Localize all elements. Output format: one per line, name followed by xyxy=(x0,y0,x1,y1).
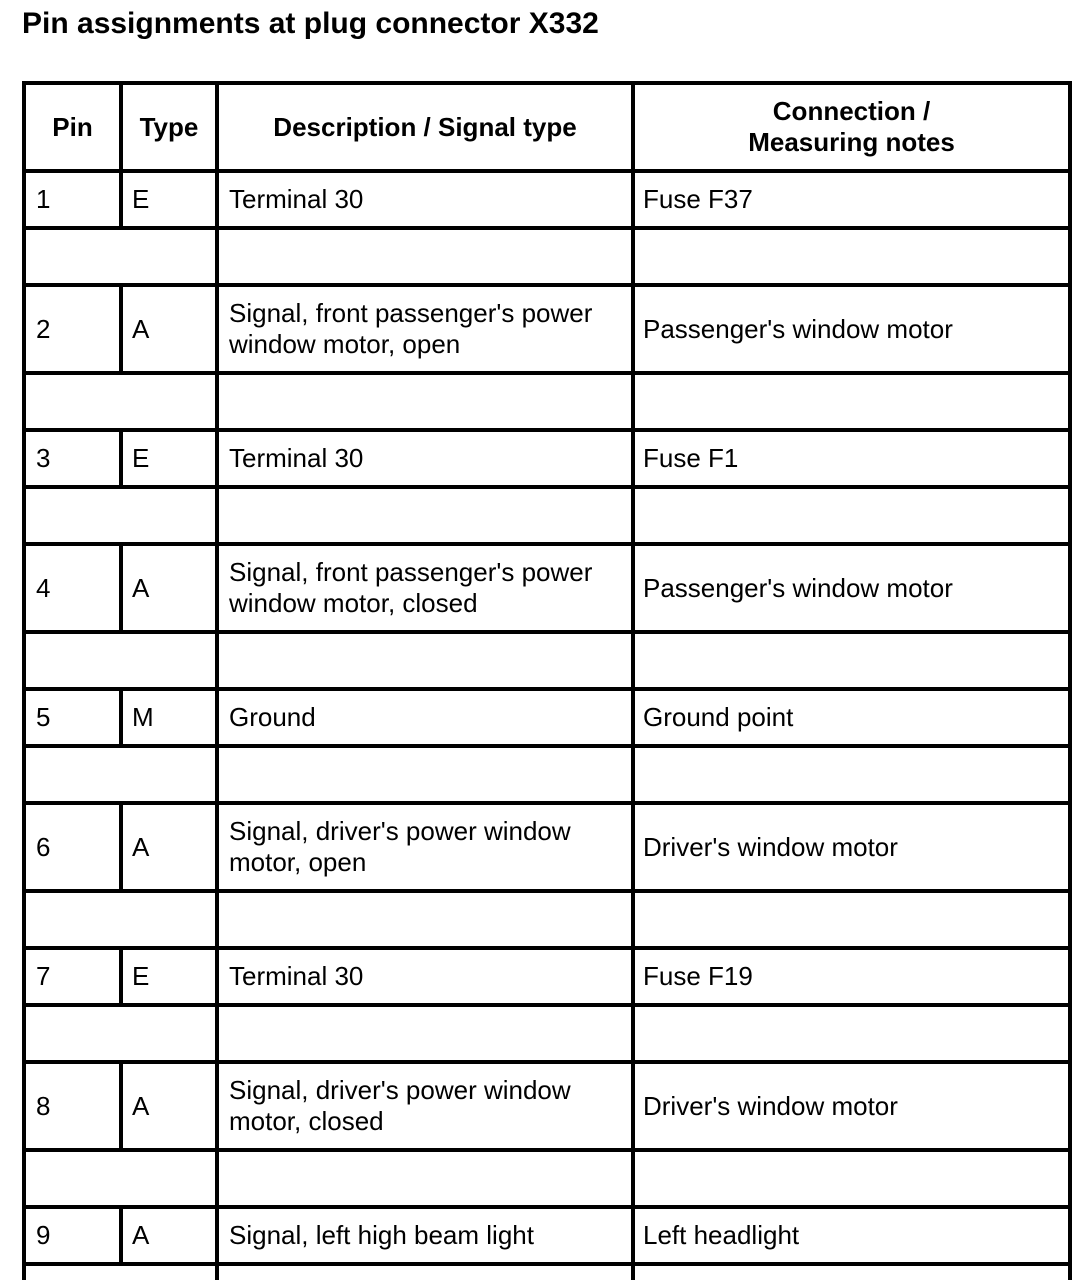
spacer-cell xyxy=(24,1264,217,1280)
spacer-cell xyxy=(24,1150,217,1207)
spacer-cell xyxy=(24,1005,217,1062)
table-row xyxy=(24,430,1070,487)
spacer-cell xyxy=(633,1150,1070,1207)
connection-cell: Passenger's window motor xyxy=(633,544,1070,632)
type-cell: A xyxy=(121,1207,217,1264)
description-cell: Signal, front passenger's power window motor, open xyxy=(217,285,633,373)
spacer-cell xyxy=(217,228,633,285)
description-cell: Signal, front passenger's power window motor, closed xyxy=(217,544,633,632)
pin-assignment-table xyxy=(22,81,1072,1280)
type-cell: A xyxy=(121,803,217,891)
description-cell: Signal, driver's power window motor, open xyxy=(217,803,633,891)
pin-cell: 6 xyxy=(24,803,121,891)
page-title: Pin assignments at plug connector X332 xyxy=(22,7,599,40)
table-row xyxy=(24,544,1070,632)
spacer-cell xyxy=(217,746,633,803)
pin-cell: 9 xyxy=(24,1207,121,1264)
spacer-cell xyxy=(633,487,1070,544)
spacer-row xyxy=(24,891,1070,948)
type-cell: A xyxy=(121,285,217,373)
description-cell: Ground xyxy=(217,689,633,746)
type-cell: E xyxy=(121,171,217,228)
spacer-cell xyxy=(217,632,633,689)
spacer-cell xyxy=(633,746,1070,803)
spacer-cell xyxy=(24,891,217,948)
description-cell: Terminal 30 xyxy=(217,430,633,487)
spacer-cell xyxy=(217,1264,633,1280)
type-cell: A xyxy=(121,544,217,632)
header-connection-line2: Measuring notes xyxy=(748,127,955,157)
connection-cell: Driver's window motor xyxy=(633,1062,1070,1150)
spacer-row xyxy=(24,1005,1070,1062)
connection-cell: Fuse F37 xyxy=(633,171,1070,228)
description-cell: Terminal 30 xyxy=(217,948,633,1005)
spacer-cell xyxy=(217,891,633,948)
connection-cell: Passenger's window motor xyxy=(633,285,1070,373)
table-row xyxy=(24,689,1070,746)
connection-cell: Fuse F1 xyxy=(633,430,1070,487)
type-cell: A xyxy=(121,1062,217,1150)
spacer-cell xyxy=(633,373,1070,430)
pin-cell: 1 xyxy=(24,171,121,228)
type-cell: E xyxy=(121,430,217,487)
spacer-cell xyxy=(24,746,217,803)
spacer-cell xyxy=(24,487,217,544)
spacer-cell xyxy=(217,1150,633,1207)
connection-cell: Fuse F19 xyxy=(633,948,1070,1005)
spacer-row xyxy=(24,373,1070,430)
type-cell: M xyxy=(121,689,217,746)
description-cell: Signal, driver's power window motor, closed xyxy=(217,1062,633,1150)
header-connection-line1: Connection / xyxy=(772,96,931,126)
table-row xyxy=(24,803,1070,891)
spacer-cell xyxy=(633,1005,1070,1062)
spacer-cell xyxy=(633,632,1070,689)
spacer-cell xyxy=(633,891,1070,948)
spacer-cell xyxy=(24,373,217,430)
table-row xyxy=(24,1207,1070,1264)
description-cell: Terminal 30 xyxy=(217,171,633,228)
table-row xyxy=(24,171,1070,228)
pin-cell: 4 xyxy=(24,544,121,632)
table-row xyxy=(24,1062,1070,1150)
table-header-row xyxy=(24,83,1070,171)
spacer-row xyxy=(24,487,1070,544)
connection-cell: Left headlight xyxy=(633,1207,1070,1264)
description-cell: Signal, left high beam light xyxy=(217,1207,633,1264)
pin-cell: 7 xyxy=(24,948,121,1005)
pin-cell: 8 xyxy=(24,1062,121,1150)
spacer-row xyxy=(24,1264,1070,1280)
spacer-cell xyxy=(633,228,1070,285)
spacer-row xyxy=(24,1150,1070,1207)
header-type: Type xyxy=(121,83,217,171)
spacer-cell xyxy=(217,487,633,544)
spacer-row xyxy=(24,632,1070,689)
pin-cell: 3 xyxy=(24,430,121,487)
connection-cell: Driver's window motor xyxy=(633,803,1070,891)
connection-cell: Ground point xyxy=(633,689,1070,746)
header-pin: Pin xyxy=(24,83,121,171)
spacer-cell xyxy=(217,373,633,430)
spacer-cell xyxy=(633,1264,1070,1280)
spacer-cell xyxy=(217,1005,633,1062)
pin-cell: 2 xyxy=(24,285,121,373)
pin-cell: 5 xyxy=(24,689,121,746)
type-cell: E xyxy=(121,948,217,1005)
table-row xyxy=(24,948,1070,1005)
spacer-cell xyxy=(24,228,217,285)
spacer-row xyxy=(24,228,1070,285)
table-row xyxy=(24,285,1070,373)
header-connection xyxy=(633,83,1070,171)
spacer-row xyxy=(24,746,1070,803)
spacer-cell xyxy=(24,632,217,689)
header-description: Description / Signal type xyxy=(217,83,633,171)
